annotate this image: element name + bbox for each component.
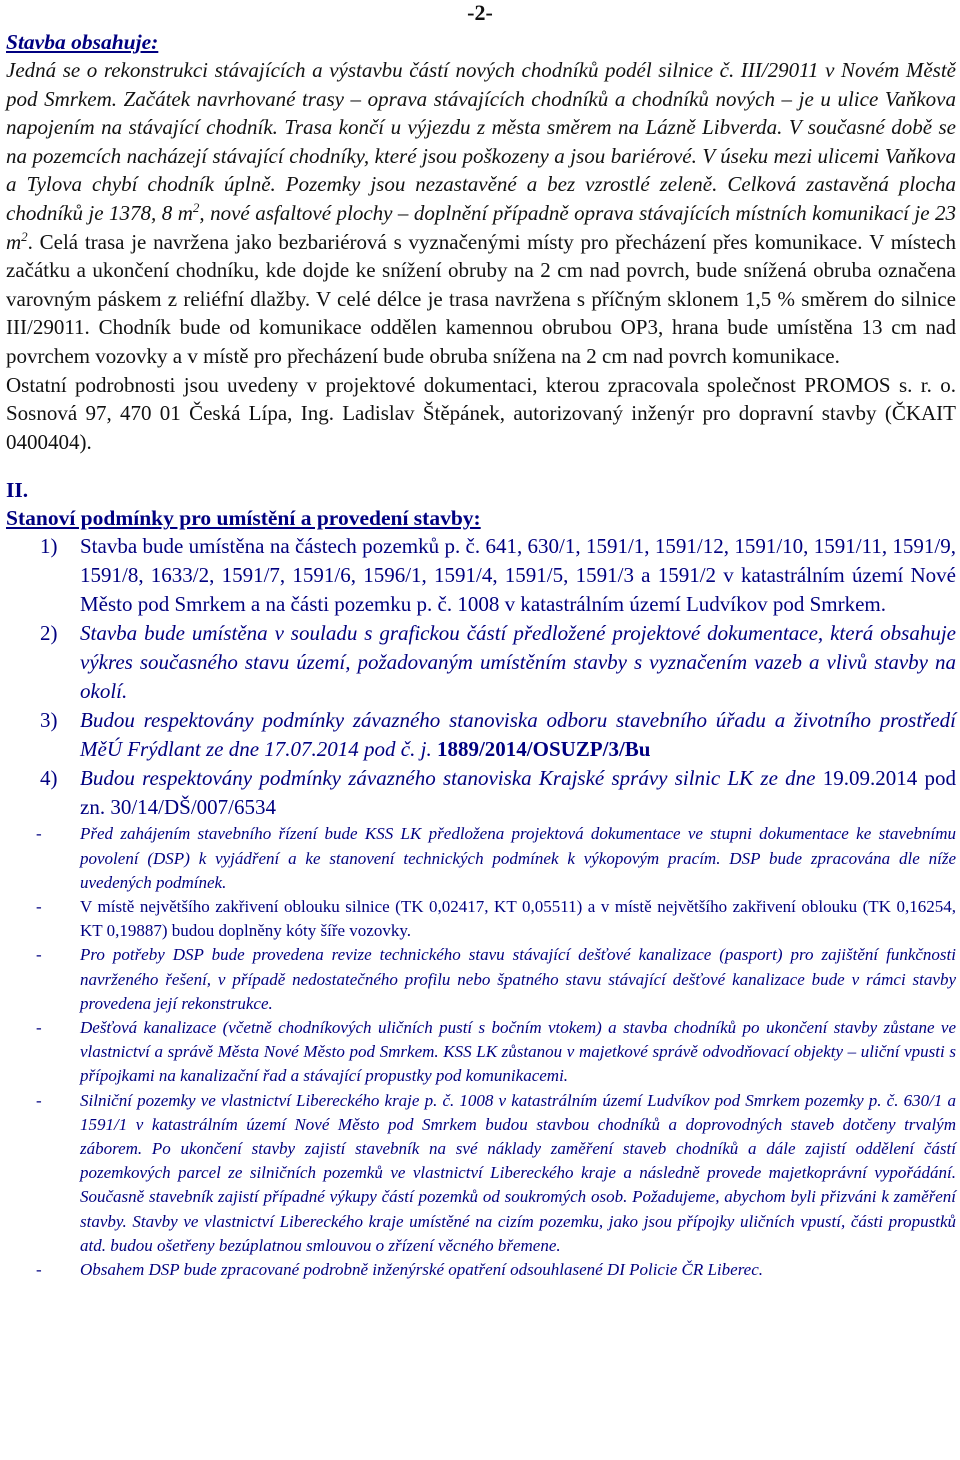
dash-bullet: -: [36, 896, 42, 916]
dash-bullet: -: [36, 1017, 42, 1037]
current-state-text: V současné době se na pozemcích nacházejí stávající chodníky, které jsou poškozeny a jsou bariérové. V úseku mezi ulicemi Vaňkova a Tylova chybí chodník úplně. Pozemky jsou nezastavěné a bez vzrostlé zeleně.: [6, 115, 957, 197]
condition-item: [6, 764, 956, 822]
dash-bullet: -: [36, 945, 42, 965]
condition-item: [6, 532, 956, 619]
section-heading: Stavba obsahuje:: [6, 30, 159, 54]
condition-text: Budou respektovány podmínky závazného stanoviska Krajské správy silnic LK ze dne: [80, 766, 823, 791]
requirement-item: [6, 1016, 956, 1089]
requirement-item: [6, 822, 956, 895]
condition-text: Budou respektovány podmínky závazného stanoviska odboru stavebního úřadu a životního prostředí MěÚ Frýdlant ze dne 17.07.2014 pod č. j.: [80, 708, 956, 762]
area-text-d: V místech začátku a ukončení chodníku, kde dojde ke snížení obruby na 2 cm nad povrch, bude snížená obruba označena varovným páskem z reliéfní dlažby. V celé délce je trasa navržena s příčným sklonem 1,5 % směrem do silnice III/29011.: [6, 229, 957, 340]
requirement-text: V místě největšího zakřivení oblouku silnice (TK 0,02417, KT 0,05511) a v místě největšího zakřivení oblouku (TK 0,16254, KT 0,19887) budou doplněny kóty šíře vozovky.: [80, 896, 956, 941]
condition-number: 1): [40, 534, 58, 559]
requirement-text: Dešťová kanalizace (včetně chodníkových uličních pustí s bočním vtokem) a stavba chodníků po ukončení stavby zůstane ve vlastnictví a správě Města Nové Město pod Smrkem. KSS LK zůstanou v majetkové správě odvodňovací objekty – uliční vpusti s přípojkami na kanalizační řad a stávající propustky pod komunikacemi.: [80, 1017, 956, 1086]
requirement-item: [6, 895, 956, 943]
requirements-list: [6, 822, 956, 1282]
page-number: -2-: [467, 0, 493, 25]
intro-text: Jedná se o rekonstrukci stávajících a výstavbu částí nových chodníků podél silnice č. III/29011 v Novém Městě pod Smrkem. Začátek navrhované trasy – oprava stávajících chodníků a chodníků nových – je u ulice Vaňkova napojením na stávající chodník. Trasa končí u výjezdu z města směrem na Lázně Libverda.: [6, 58, 956, 140]
superscript-2: 2: [21, 228, 28, 244]
conditions-list: [6, 532, 956, 822]
area-text-a: Celková zastavěná plocha chodníků je 1378, 8 m: [6, 172, 957, 225]
document-body: [6, 28, 956, 1282]
area-text-e: Chodník bude od komunikace oddělen kamennou obrubou OP3, hrana bude umístěna 13 cm nad povrchem vozovky a v místě pro přecházení bude obruba snížena na 2 cm nad povrch komunikace.: [6, 315, 956, 368]
reference-number: 19.09.2014 pod zn. 30/14/DŠ/007/6534: [80, 766, 956, 820]
requirement-item: [6, 1258, 956, 1282]
dash-bullet: -: [36, 1090, 42, 1110]
condition-item: [6, 706, 956, 764]
closing-paragraph: Ostatní podrobnosti jsou uvedeny v projektové dokumentaci, kterou zpracovala společnost PROMOS s. r. o. Sosnová 97, 470 01 Česká Lípa, Ing. Ladislav Štěpánek, autorizovaný inženýr pro dopravní stavby (ČKAIT 0400404).: [6, 372, 956, 454]
reference-number: 1889/2014/OSUZP/3/Bu: [436, 737, 651, 762]
condition-text: Stavba bude umístěna na částech pozemků p. č. 641, 630/1, 1591/1, 1591/12, 1591/10, 1591/11, 1591/9, 1591/8, 1633/2, 1591/7, 1591/6, 1596/1, 1591/4, 1591/5, 1591/3 a 1591/2 v katastrálním území Nové Město pod Smrkem a na části pozemku p. č. 1008 v katastrálním území Ludvíkov pod Smrkem.: [80, 534, 956, 617]
description-paragraph: [6, 56, 956, 371]
requirement-text: Před zahájením stavebního řízení bude KSS LK předložena projektová dokumentace ve stupni dokumentace ke stavebnímu povolení (DSP) k vyjádření a ke stanovení technických podmínek k výkopovým pracím. DSP bude zpracována dle níže uvedených podmínek.: [80, 824, 956, 892]
section-number: II.: [6, 478, 29, 503]
requirement-text: Silniční pozemky ve vlastnictví Libereckého kraje p. č. 1008 v katastrálním území Ludvíkov pod Smrkem pozemky p. č. 630/1 a 1591/1 v katastrálním území Nové Město pod Smrkem budou stavbou chodníků a doprovodných staveb dotčeny trvalým záborem. Po ukončení stavby zajistí stavebník na své náklady zaměření staveb chodníků a dále zajistí oddělení částí pozemkových parcel ze silničních pozemků ve vlastnictví Libereckého kraje a následně provede majetkoprávní vypořádání. Současně stavebník zajistí případné výkupy částí pozemků od soukromých osob. Požadujeme, abychom byli přizváni k zaměření stavby. Stavby ve vlastnictví Libereckého kraje umístěné na cizím pozemku, jako jsou přípojky uličních vpustí, části propustků atd. budou ošetřeny bezúplatnou smlouvou o zřízení věcného břemene.: [80, 1090, 956, 1255]
area-text-c: . Celá trasa je navržena jako bezbariérová s vyznačenými místy pro přecházení přes komunikace.: [27, 229, 863, 254]
dash-bullet: -: [36, 1259, 42, 1279]
superscript-2: 2: [192, 199, 200, 215]
dash-bullet: -: [36, 824, 42, 844]
condition-text: Stavba bude umístěna v souladu s grafickou částí předložené projektové dokumentace, která obsahuje výkres současného stavu území, požadovaným umístěním stavby s vyznačením vazeb a vlivů stavby na okolí.: [80, 621, 956, 704]
requirement-text: Pro potřeby DSP bude provedena revize technického stavu stávající dešťové kanalizace (pasport) pro zajištění funkčnosti navrženého řešení, v případě nedostatečného profilu nebo špatného stavu stávající dešťové kanalizace bude v rámci stavby provedena její rekonstrukce.: [80, 945, 956, 1013]
condition-number: 2): [40, 621, 58, 646]
condition-number: 3): [40, 708, 58, 733]
requirement-item: [6, 1089, 956, 1258]
requirement-text: Obsahem DSP bude zpracované podrobně inženýrské opatření odsouhlasené DI Policie ČR Liberec.: [80, 1259, 764, 1279]
area-text-b: , nové asfaltové plochy – doplnění případně oprava stávajících místních komunikací je 23 m: [6, 200, 956, 254]
requirement-item: [6, 943, 956, 1016]
section-title: Stanoví podmínky pro umístění a provedení stavby:: [6, 506, 481, 531]
condition-number: 4): [40, 766, 58, 791]
condition-item: [6, 619, 956, 706]
